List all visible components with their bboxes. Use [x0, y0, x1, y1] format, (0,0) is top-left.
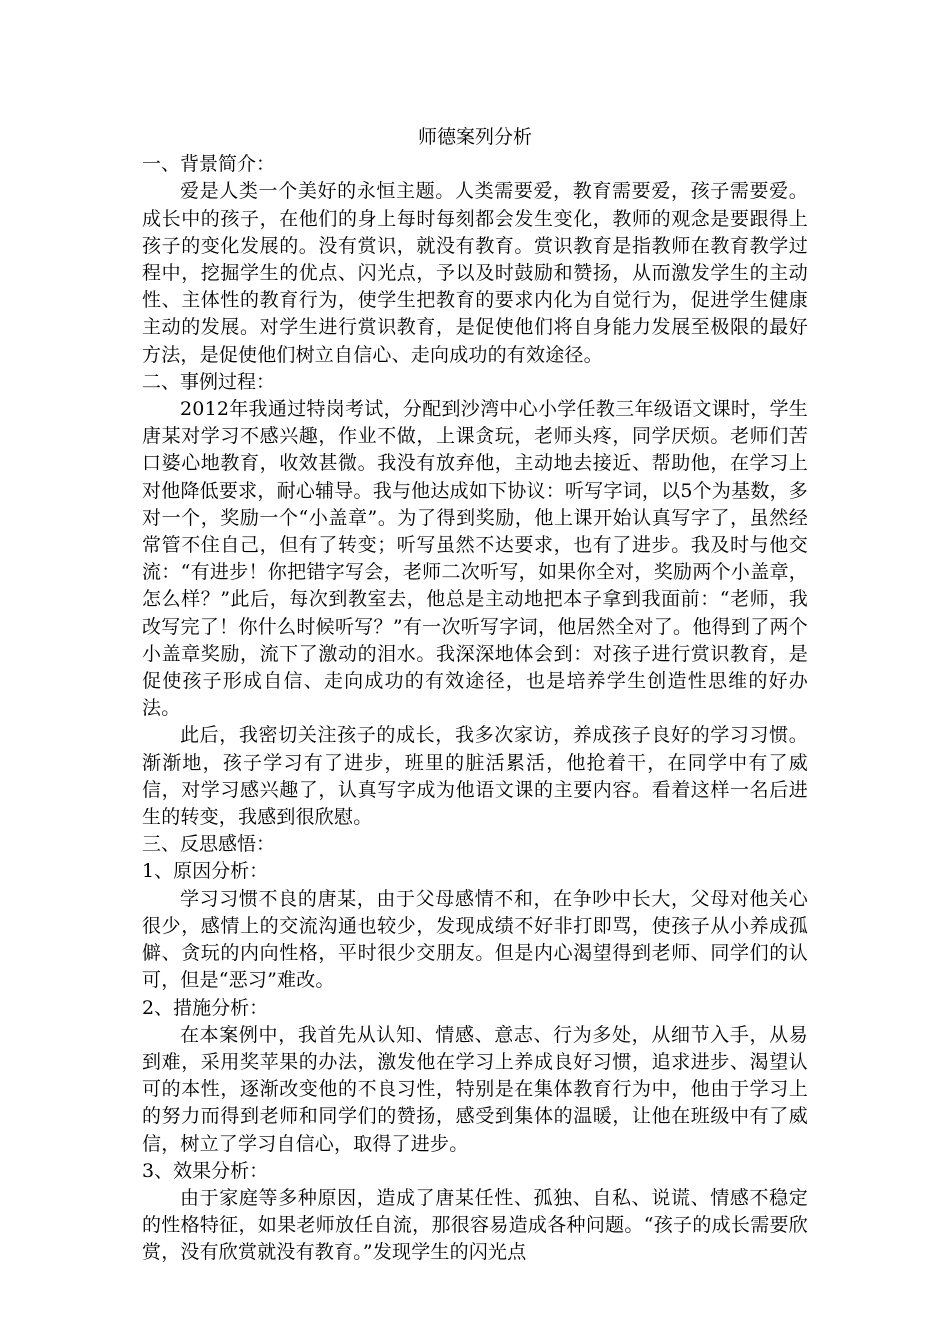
document-body: [142, 124, 808, 1267]
section-heading-background: 一、背景简介：: [142, 153, 276, 176]
paragraph-effect-analysis: 由于家庭等多种原因，造成了唐某任性、孤独、自私、说谎、情感不稳定的性格特征，如果老师放任自流，那很容易造成各种问题。“孩子的成长需要欣赏，没有欣赏就没有教育。”发现学生的闪光点: [142, 1186, 808, 1264]
paragraph-background: 爱是人类一个美好的永恒主题。人类需要爱，教育需要爱，孩子需要爱。成长中的孩子，在他们的身上每时每刻都会发生变化，教师的观念是要跟得上孩子的变化发展的。没有赏识，就没有教育。赏识教育是指教师在教育教学过程中，挖掘学生的优点、闪光点，予以及时鼓励和赞扬，从而激发学生的主动性、主体性的教育行为，使学生把教育的要求内化为自觉行为，促进学生健康主动的发展。对学生进行赏识教育，是促使他们将自身能力发展至极限的最好方法，是促使他们树立自信心、走向成功的有效途径。: [142, 180, 808, 366]
subheading-effect-analysis: 3、效果分析：: [142, 1159, 269, 1182]
paragraph-cause-analysis: 学习习惯不良的唐某，由于父母感情不和，在争吵中长大，父母对他关心很少，感情上的交流沟通也较少，发现成绩不好非打即骂，使孩子从小养成孤僻、贪玩的内向性格，平时很少交朋友。但是内心渴望得到老师、同学们的认可，但是“恶习”难改。: [142, 887, 808, 992]
document-title: 师德案列分析: [417, 126, 532, 148]
paragraph-case-process-1: 2012年我通过特岗考试，分配到沙湾中心小学任教三年级语文课时，学生唐某对学习不感兴趣，作业不做，上课贪玩，老师头疼，同学厌烦。老师们苦口婆心地教育，收效甚微。我没有放弃他，主动地去接近、帮助他，在学习上对他降低要求，耐心辅导。我与他达成如下协议：听写字词，以5个为基数，多对一个，奖励一个“小盖章”。为了得到奖励，他上课开始认真写字了，虽然经常管不住自己，但有了转变；听写虽然不达要求，也有了进步。我及时与他交流：“有进步！你把错字写会，老师二次听写，如果你全对，奖励两个小盖章，怎么样？”此后，每次到教室去，他总是主动地把本子拿到我面前：“老师，我改写完了！你什么时候听写？”有一次听写字词，他居然全对了。他得到了两个小盖章奖励，流下了激动的泪水。我深深地体会到：对孩子进行赏识教育，是促使孩子形成自信、走向成功的有效途径，也是培养学生创造性思维的好办法。: [142, 398, 808, 720]
paragraph-case-process-2: 此后，我密切关注孩子的成长，我多次家访，养成孩子良好的学习习惯。渐渐地，孩子学习有了进步，班里的脏活累活，他抢着干，在同学中有了威信，对学习感兴趣了，认真写字成为他语文课的主要内容。看着这样一名后进生的转变，我感到很欣慰。: [142, 724, 808, 829]
section-heading-case-process: 二、事例过程：: [142, 370, 276, 393]
paragraph-measures-analysis: 在本案例中，我首先从认知、情感、意志、行为多处，从细节入手，从易到难，采用奖苹果的办法，激发他在学习上养成良好习惯，追求进步、渴望认可的本性，逐渐改变他的不良习性，特别是在集体教育行为中，他由于学习上的努力而得到老师和同学们的赞扬，感受到集体的温暖，让他在班级中有了威信，树立了学习自信心，取得了进步。: [142, 1023, 808, 1155]
section-heading-reflection: 三、反思感悟：: [142, 833, 276, 856]
subheading-measures-analysis: 2、措施分析：: [142, 996, 269, 1019]
subheading-cause-analysis: 1、原因分析：: [142, 860, 269, 883]
